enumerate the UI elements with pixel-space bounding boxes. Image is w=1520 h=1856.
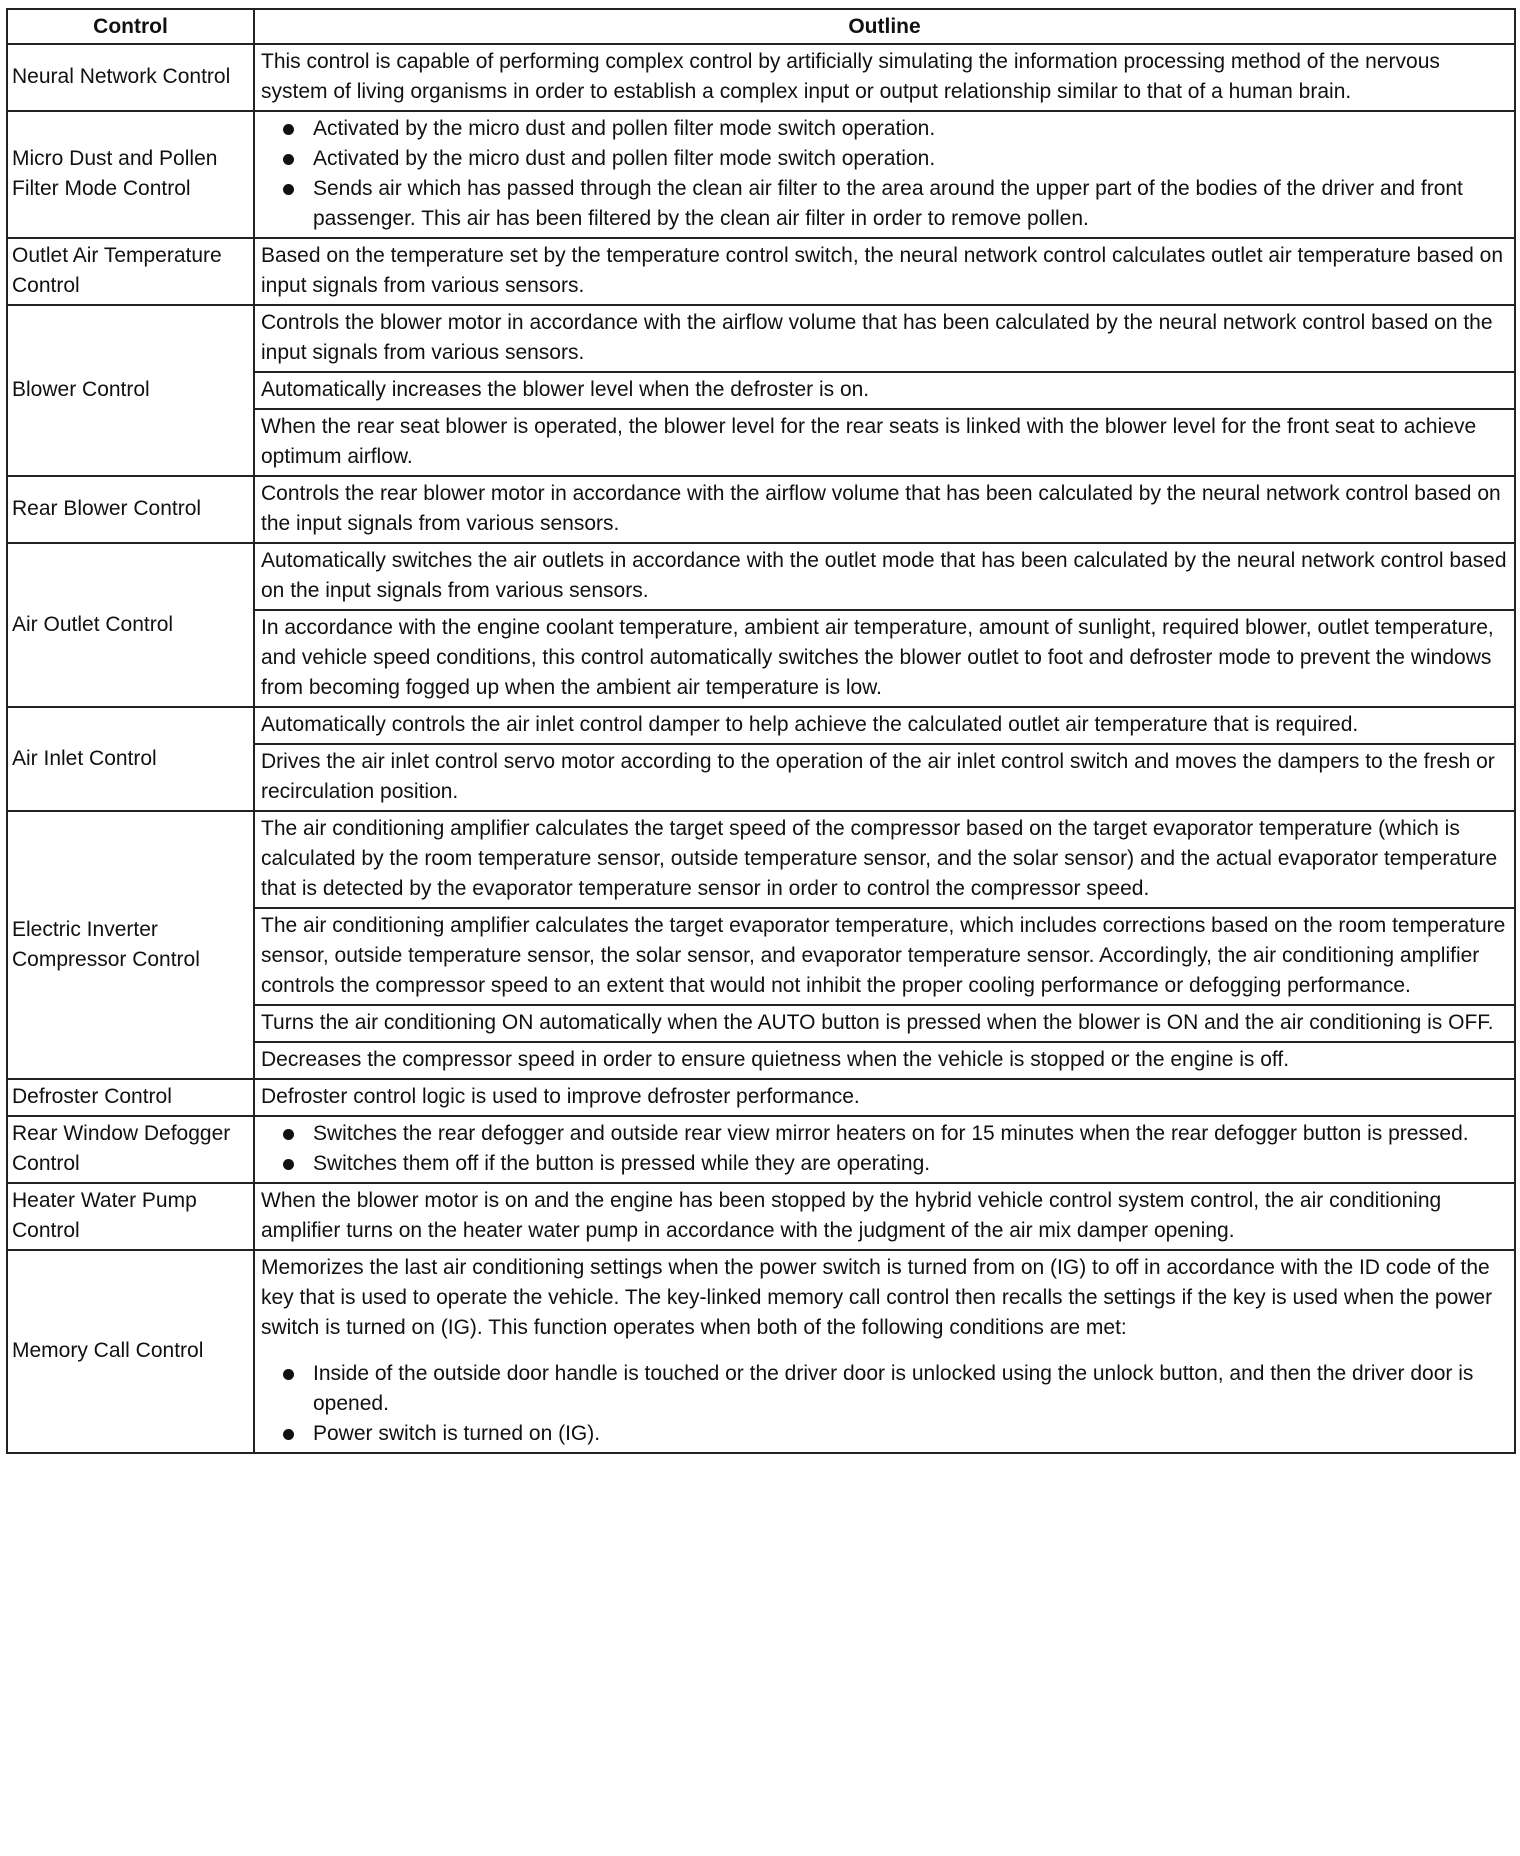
control-cell: Air Outlet Control xyxy=(7,543,254,707)
outline-cell: Controls the rear blower motor in accordance with the airflow volume that has been calculated by the neural network control based on the input signals from various sensors. xyxy=(254,476,1515,543)
spacer xyxy=(261,1343,1508,1359)
bullet-icon xyxy=(283,1129,294,1140)
bullet-icon xyxy=(283,1369,294,1380)
table-row xyxy=(7,1250,1515,1453)
outline-cell: Turns the air conditioning ON automatically when the AUTO button is pressed when the blower is ON and the air conditioning is OFF. xyxy=(254,1005,1515,1042)
table-row xyxy=(7,543,1515,610)
outline-cell: Automatically increases the blower level when the defroster is on. xyxy=(254,372,1515,409)
control-cell: Neural Network Control xyxy=(7,44,254,111)
table-row xyxy=(7,238,1515,305)
outline-cell: Automatically switches the air outlets in accordance with the outlet mode that has been calculated by the neural network control based on the input signals from various sensors. xyxy=(254,543,1515,610)
control-outline-table xyxy=(6,8,1516,1454)
list-item: Activated by the micro dust and pollen filter mode switch operation. xyxy=(261,144,1508,174)
outline-cell: In accordance with the engine coolant temperature, ambient air temperature, amount of sunlight, required blower, outlet temperature, and vehicle speed conditions, this control automatically switches the blower outlet to foot and defroster mode to prevent the windows from becoming fogged up when the ambient air temperature is low. xyxy=(254,610,1515,707)
bullet-list xyxy=(261,114,1508,234)
control-cell: Electric Inverter Compressor Control xyxy=(7,811,254,1079)
control-cell: Micro Dust and Pollen Filter Mode Control xyxy=(7,111,254,238)
control-cell: Memory Call Control xyxy=(7,1250,254,1453)
list-item: Switches them off if the button is pressed while they are operating. xyxy=(261,1149,1508,1179)
outline-cell: Defroster control logic is used to improve defroster performance. xyxy=(254,1079,1515,1116)
outline-cell: When the rear seat blower is operated, the blower level for the rear seats is linked with the blower level for the front seat to achieve optimum airflow. xyxy=(254,409,1515,476)
memory-call-description: Memorizes the last air conditioning settings when the power switch is turned from on (IG) to off in accordance with the ID code of the key that is used to operate the vehicle. The key-linked memory call control then recalls the settings if the key is used when the power switch is turned on (IG). This function operates when both of the following conditions are met: xyxy=(261,1256,1493,1339)
bullet-list xyxy=(261,1359,1508,1449)
outline-cell: When the blower motor is on and the engine has been stopped by the hybrid vehicle control system control, the air conditioning amplifier turns on the heater water pump in accordance with the judgment of the air mix damper opening. xyxy=(254,1183,1515,1250)
control-cell: Blower Control xyxy=(7,305,254,476)
bullet-icon xyxy=(283,124,294,135)
bullet-icon xyxy=(283,154,294,165)
control-cell: Defroster Control xyxy=(7,1079,254,1116)
outline-cell: Decreases the compressor speed in order to ensure quietness when the vehicle is stopped or the engine is off. xyxy=(254,1042,1515,1079)
bullet-icon xyxy=(283,1159,294,1170)
control-cell: Rear Window Defogger Control xyxy=(7,1116,254,1183)
table-row xyxy=(7,44,1515,111)
table-row xyxy=(7,1079,1515,1116)
list-item: Sends air which has passed through the clean air filter to the area around the upper part of the bodies of the driver and front passenger. This air has been filtered by the clean air filter in order to remove pollen. xyxy=(261,174,1508,234)
control-cell: Heater Water Pump Control xyxy=(7,1183,254,1250)
header-outline: Outline xyxy=(254,9,1515,44)
outline-cell: The air conditioning amplifier calculates the target speed of the compressor based on the target evaporator temperature (which is calculated by the room temperature sensor, outside temperature sensor, and the solar sensor) and the actual evaporator temperature that is detected by the evaporator temperature sensor in order to control the compressor speed. xyxy=(254,811,1515,908)
list-item: Inside of the outside door handle is touched or the driver door is unlocked using the unlock button, and then the driver door is opened. xyxy=(261,1359,1508,1419)
control-cell: Air Inlet Control xyxy=(7,707,254,811)
outline-cell xyxy=(254,1116,1515,1183)
table-row xyxy=(7,111,1515,238)
bullet-icon xyxy=(283,1429,294,1440)
table-row xyxy=(7,1183,1515,1250)
document xyxy=(6,8,1514,1454)
outline-cell: This control is capable of performing complex control by artificially simulating the information processing method of the nervous system of living organisms in order to establish a complex input or output relationship similar to that of a human brain. xyxy=(254,44,1515,111)
list-item: Switches the rear defogger and outside rear view mirror heaters on for 15 minutes when the rear defogger button is pressed. xyxy=(261,1119,1508,1149)
list-item: Power switch is turned on (IG). xyxy=(261,1419,1508,1449)
outline-cell: Automatically controls the air inlet control damper to help achieve the calculated outlet air temperature that is required. xyxy=(254,707,1515,744)
outline-cell: Drives the air inlet control servo motor according to the operation of the air inlet control switch and moves the dampers to the fresh or recirculation position. xyxy=(254,744,1515,811)
table-header-row xyxy=(7,9,1515,44)
outline-cell: Controls the blower motor in accordance with the airflow volume that has been calculated by the neural network control based on the input signals from various sensors. xyxy=(254,305,1515,372)
outline-cell: Based on the temperature set by the temperature control switch, the neural network control calculates outlet air temperature based on input signals from various sensors. xyxy=(254,238,1515,305)
table-row xyxy=(7,707,1515,744)
table-row xyxy=(7,1116,1515,1183)
outline-cell: The air conditioning amplifier calculates the target evaporator temperature, which includes corrections based on the room temperature sensor, outside temperature sensor, the solar sensor, and evaporator temperature sensor. Accordingly, the air conditioning amplifier controls the compressor speed to an extent that would not inhibit the proper cooling performance or defogging performance. xyxy=(254,908,1515,1005)
outline-cell xyxy=(254,1250,1515,1453)
table-row xyxy=(7,476,1515,543)
table-row xyxy=(7,305,1515,372)
outline-cell xyxy=(254,111,1515,238)
list-item: Activated by the micro dust and pollen filter mode switch operation. xyxy=(261,114,1508,144)
bullet-list xyxy=(261,1119,1508,1179)
header-control: Control xyxy=(7,9,254,44)
control-cell: Outlet Air Temperature Control xyxy=(7,238,254,305)
table-row xyxy=(7,811,1515,908)
control-cell: Rear Blower Control xyxy=(7,476,254,543)
bullet-icon xyxy=(283,184,294,195)
